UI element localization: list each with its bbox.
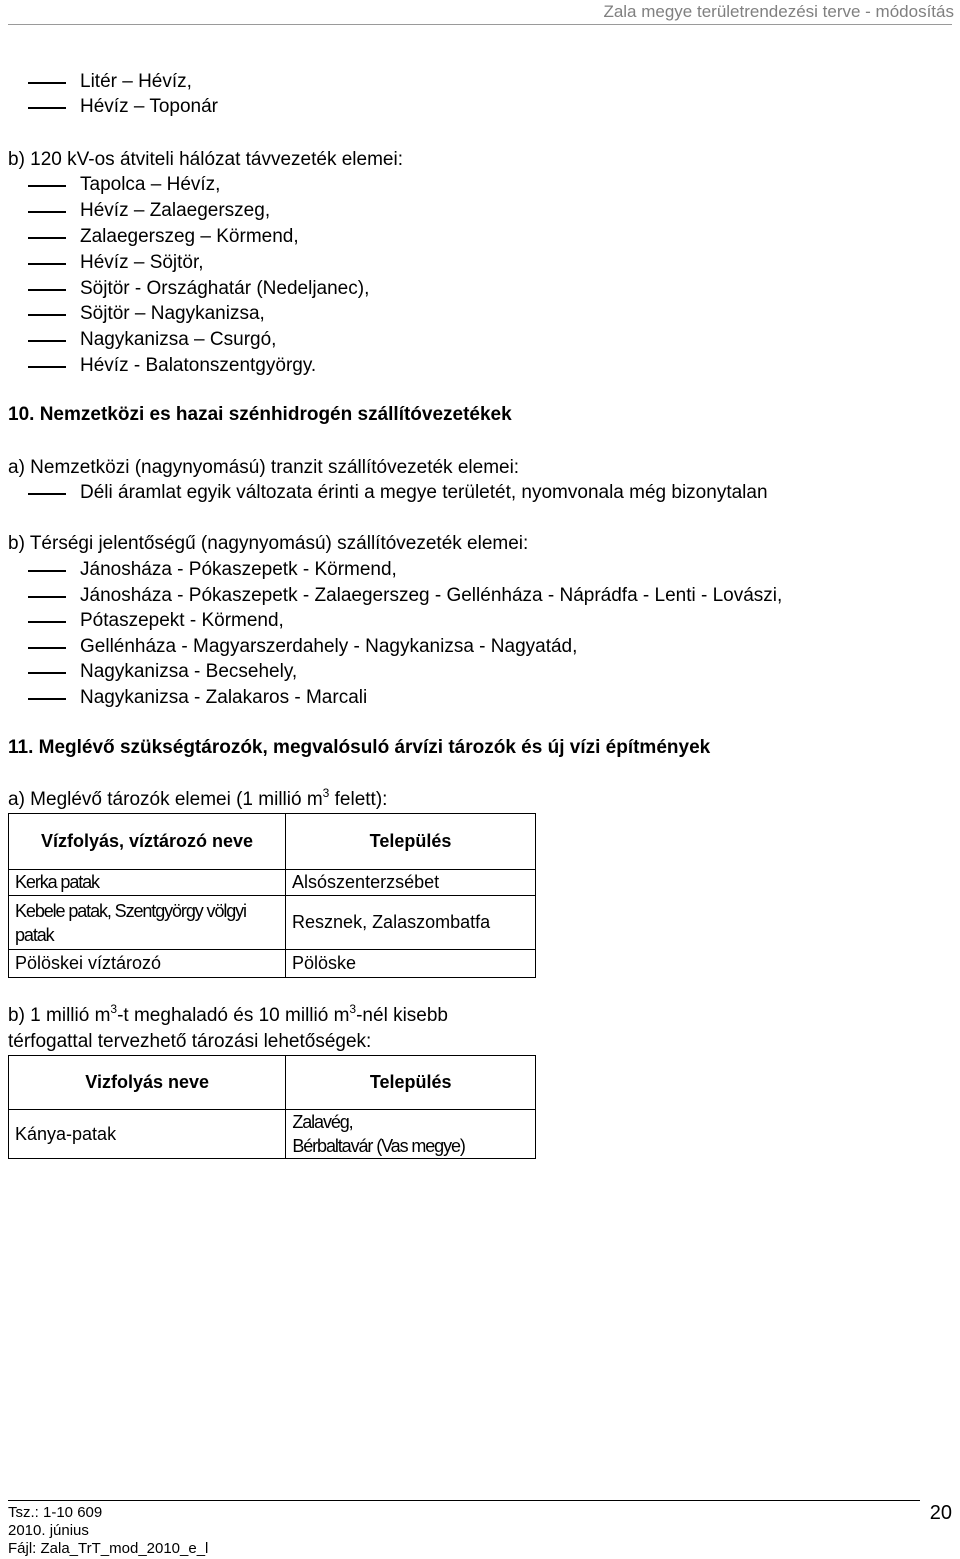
section-heading-10: 10. Nemzetközi es hazai szénhidrogén szállítóvezetékek <box>8 404 512 425</box>
table-row <box>9 950 536 978</box>
table-header-row <box>9 814 536 870</box>
footer-tsz: Tsz.: 1-10 609 <box>8 1504 103 1521</box>
subsection-label-b-120kv: b) 120 kV-os átviteli hálózat távvezeték elemei: <box>8 149 403 170</box>
table-cell: Zalavég, Bérbaltavár (Vas megye) <box>286 1110 536 1159</box>
dash-bullet <box>28 263 66 265</box>
running-header-title: Zala megye területrendezési terve - módosítás <box>603 2 954 21</box>
dash-bullet <box>28 570 66 572</box>
dash-bullet <box>28 596 66 598</box>
column-header: Vizfolyás neve <box>9 1056 286 1110</box>
dash-bullet <box>28 211 66 213</box>
table-cell: Kánya-patak <box>9 1110 286 1159</box>
footer-file: Fájl: Zala_TrT_mod_2010_e_l <box>8 1540 209 1557</box>
table-cell: Kerka patak <box>9 870 286 896</box>
subsection-label-a: a) Nemzetközi (nagynyomású) tranzit szállítóvezeték elemei: <box>8 457 520 478</box>
table-cell: Resznek, Zalaszombatfa <box>286 896 536 950</box>
dash-bullet <box>28 698 66 700</box>
subsection-label-b-reservoirs-cont: térfogattal tervezhető tározási lehetőségek: <box>8 1031 372 1052</box>
dash-bullet <box>28 107 66 109</box>
dash-bullet <box>28 237 66 239</box>
dash-bullet <box>28 289 66 291</box>
column-header: Település <box>286 1056 536 1110</box>
table-cell: Pölöskei víztározó <box>9 950 286 978</box>
page-number: 20 <box>929 1502 952 1524</box>
table-cell: Alsószenterzsébet <box>286 870 536 896</box>
dash-bullet <box>28 621 66 623</box>
dash-bullet <box>28 340 66 342</box>
dash-bullet <box>28 366 66 368</box>
dash-bullet <box>28 672 66 674</box>
table-row <box>9 1110 536 1159</box>
subsection-label-b: b) Térségi jelentőségű (nagynyomású) szállítóvezeték elemei: <box>8 533 529 554</box>
dash-bullet <box>28 185 66 187</box>
existing-reservoirs-table <box>8 813 536 978</box>
table-row <box>9 870 536 896</box>
footer-date: 2010. június <box>8 1522 89 1539</box>
table-cell: Kebele patak, Szentgyörgy völgyi patak <box>9 896 286 950</box>
footer-rule <box>8 1500 920 1501</box>
header-rule <box>8 24 952 25</box>
planned-reservoirs-table <box>8 1055 536 1159</box>
table-row <box>9 896 536 950</box>
subsection-label-b-reservoirs: b) 1 millió $m^3-t$ meghaladó és 10 millió $m^3$-nél kisebb <box>8 1002 448 1026</box>
subsection-label-a-reservoirs: a) Meglévő tározók elemei (1 millió $m^3$ felett): <box>8 786 388 810</box>
dash-bullet <box>28 647 66 649</box>
dash-bullet <box>28 82 66 84</box>
table-cell: Pölöske <box>286 950 536 978</box>
column-header: Vízfolyás, víztározó neve <box>9 814 286 870</box>
column-header: Település <box>286 814 536 870</box>
dash-bullet <box>28 493 66 495</box>
dash-bullet <box>28 314 66 316</box>
section-heading-11: 11. Meglévő szükségtározók, megvalósuló árvízi tározók és új vízi építmények <box>8 737 711 758</box>
table-header-row <box>9 1056 536 1110</box>
